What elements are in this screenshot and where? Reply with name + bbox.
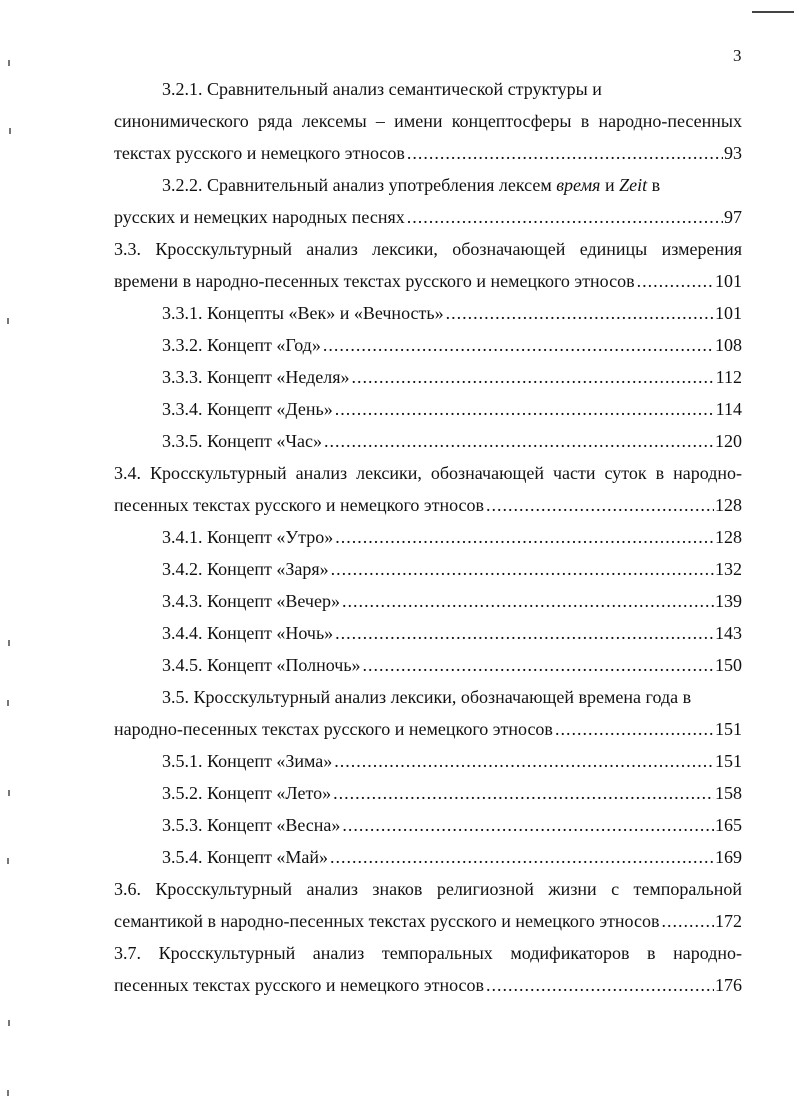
toc-entry-title: народно-песенных текстах русского и немецкого этносов	[114, 719, 553, 739]
toc-entry-3-5-1	[114, 745, 742, 777]
toc-entry-title: 3.5.1. Концепт «Зима»	[162, 751, 333, 771]
toc-term-zeit: Zeit	[619, 175, 648, 195]
toc-entry-3-2-1-line2: синонимического ряда лексемы – имени концептосферы в народно-песенных	[114, 111, 742, 131]
toc-entry-3-4-4	[114, 617, 742, 649]
toc-entry-title: 3.3.2. Концепт «Год»	[162, 335, 321, 355]
toc-text: 3.2.2. Сравнительный анализ употребления лексем	[162, 175, 557, 195]
leader-dots	[333, 777, 714, 809]
toc-entry-3-5-2	[114, 777, 742, 809]
leader-dots	[342, 809, 714, 841]
toc-entry-3-2-1-line1: 3.2.1. Сравнительный анализ семантической структуры и	[162, 79, 602, 99]
toc-page-number: 132	[715, 559, 742, 579]
leader-dots	[486, 489, 714, 521]
leader-dots	[331, 553, 714, 585]
toc-entry-title: 3.3.1. Концепты «Век» и «Вечность»	[162, 303, 444, 323]
toc-page-number: 143	[715, 623, 742, 643]
toc-entry-title: 3.5.4. Концепт «Май»	[162, 847, 328, 867]
toc-page-number: 176	[715, 975, 742, 995]
toc-entry-3-3	[114, 265, 742, 297]
toc-entry-title: 3.3.5. Концепт «Час»	[162, 431, 323, 451]
scan-mark	[752, 11, 794, 13]
leader-dots	[637, 265, 714, 297]
scan-speck	[8, 1020, 10, 1026]
leader-dots	[342, 585, 714, 617]
toc-entry-3-6	[114, 905, 742, 937]
toc-entry-3-2-2	[114, 201, 742, 233]
toc-entry-title: песенных текстах русского и немецкого этносов	[114, 495, 485, 515]
toc-entry-3-3-3	[114, 361, 742, 393]
leader-dots	[335, 617, 714, 649]
toc-entry-3-4-3	[114, 585, 742, 617]
toc-page-number: 158	[715, 783, 742, 803]
toc-page-number: 128	[715, 495, 742, 515]
toc-page-number: 150	[715, 655, 742, 675]
toc-entry-3-4-5	[114, 649, 742, 681]
leader-dots	[324, 425, 714, 457]
leader-dots	[363, 649, 714, 681]
toc-entry-title: 3.4.1. Концепт «Утро»	[162, 527, 334, 547]
toc-entry-3-4	[114, 489, 742, 521]
leader-dots	[330, 841, 714, 873]
toc-entry-3-4-1	[114, 521, 742, 553]
toc-entry-title: 3.4.2. Концепт «Заря»	[162, 559, 329, 579]
toc-entry-3-3-5	[114, 425, 742, 457]
toc-entry-title: песенных текстах русского и немецкого этносов	[114, 975, 485, 995]
toc-entry-title: русских и немецких народных песнях	[114, 207, 405, 227]
leader-dots	[407, 201, 723, 233]
toc-page-number: 101	[715, 303, 742, 323]
toc-page-number: 93	[724, 143, 742, 163]
leader-dots	[486, 969, 714, 1001]
toc-entry-title: 3.4.4. Концепт «Ночь»	[162, 623, 334, 643]
leader-dots	[335, 521, 714, 553]
scan-speck	[8, 60, 10, 66]
toc-entry-3-2-1	[114, 137, 742, 169]
toc-entry-3-3-1	[114, 297, 742, 329]
toc-page-number: 112	[715, 367, 742, 387]
toc-entry-title: 3.5.2. Концепт «Лето»	[162, 783, 332, 803]
toc-page-number: 151	[715, 719, 742, 739]
toc-page-number: 108	[715, 335, 742, 355]
toc-text: в	[647, 175, 661, 195]
leader-dots	[661, 905, 714, 937]
toc-entry-3-5-3	[114, 809, 742, 841]
scan-speck	[7, 700, 9, 706]
toc-page-number: 151	[715, 751, 742, 771]
toc-entry-3-7-line1: 3.7. Кросскультурный анализ темпоральных модификаторов в народно-	[114, 943, 742, 963]
toc-entry-3-4-line1: 3.4. Кросскультурный анализ лексики, обозначающей части суток в народно-	[114, 463, 742, 483]
scan-speck	[8, 640, 10, 646]
toc-page-number: 165	[715, 815, 742, 835]
toc-entry-title: 3.4.3. Концепт «Вечер»	[162, 591, 340, 611]
toc-entry-3-5-line1: 3.5. Кросскультурный анализ лексики, обозначающей времена года в	[162, 687, 692, 707]
toc-entry-3-5-4	[114, 841, 742, 873]
leader-dots	[334, 745, 714, 777]
toc-entry-title: семантикой в народно-песенных текстах русского и немецкого этносов	[114, 911, 660, 931]
toc-entry-3-6-line1: 3.6. Кросскультурный анализ знаков религиозной жизни с темпоральной	[114, 879, 742, 899]
scan-speck	[8, 790, 10, 796]
toc-page-number: 114	[715, 399, 742, 419]
scan-speck	[7, 858, 9, 864]
toc-page-number: 120	[715, 431, 742, 451]
toc-entry-title: текстах русского и немецкого этносов	[114, 143, 405, 163]
table-of-contents	[114, 73, 742, 1001]
toc-entry-title: 3.4.5. Концепт «Полночь»	[162, 655, 361, 675]
scan-speck	[9, 128, 11, 134]
leader-dots	[352, 361, 715, 393]
toc-entry-3-2-2-line1	[114, 169, 742, 201]
scan-speck	[7, 1090, 9, 1096]
leader-dots	[446, 297, 714, 329]
toc-page-number: 128	[715, 527, 742, 547]
scan-speck	[7, 318, 9, 324]
toc-entry-title: 3.5.3. Концепт «Весна»	[162, 815, 341, 835]
leader-dots	[335, 393, 715, 425]
toc-entry-3-3-2	[114, 329, 742, 361]
page-number: 3	[733, 46, 742, 65]
leader-dots	[323, 329, 714, 361]
toc-page-number: 97	[724, 207, 742, 227]
toc-entry-title: времени в народно-песенных текстах русского и немецкого этносов	[114, 271, 635, 291]
toc-page-number: 172	[715, 911, 742, 931]
toc-page-number: 169	[715, 847, 742, 867]
leader-dots	[555, 713, 714, 745]
toc-text: и	[600, 175, 620, 195]
toc-entry-3-3-4	[114, 393, 742, 425]
leader-dots	[407, 137, 723, 169]
toc-entry-title: 3.3.4. Концепт «День»	[162, 399, 333, 419]
toc-entry-3-5	[114, 713, 742, 745]
toc-entry-3-3-line1: 3.3. Кросскультурный анализ лексики, обозначающей единицы измерения	[114, 239, 742, 259]
toc-page-number: 139	[715, 591, 742, 611]
toc-entry-3-7	[114, 969, 742, 1001]
toc-entry-title: 3.3.3. Концепт «Неделя»	[162, 367, 350, 387]
toc-term-vremya: время	[556, 175, 601, 195]
toc-entry-3-4-2	[114, 553, 742, 585]
toc-page-number: 101	[715, 271, 742, 291]
